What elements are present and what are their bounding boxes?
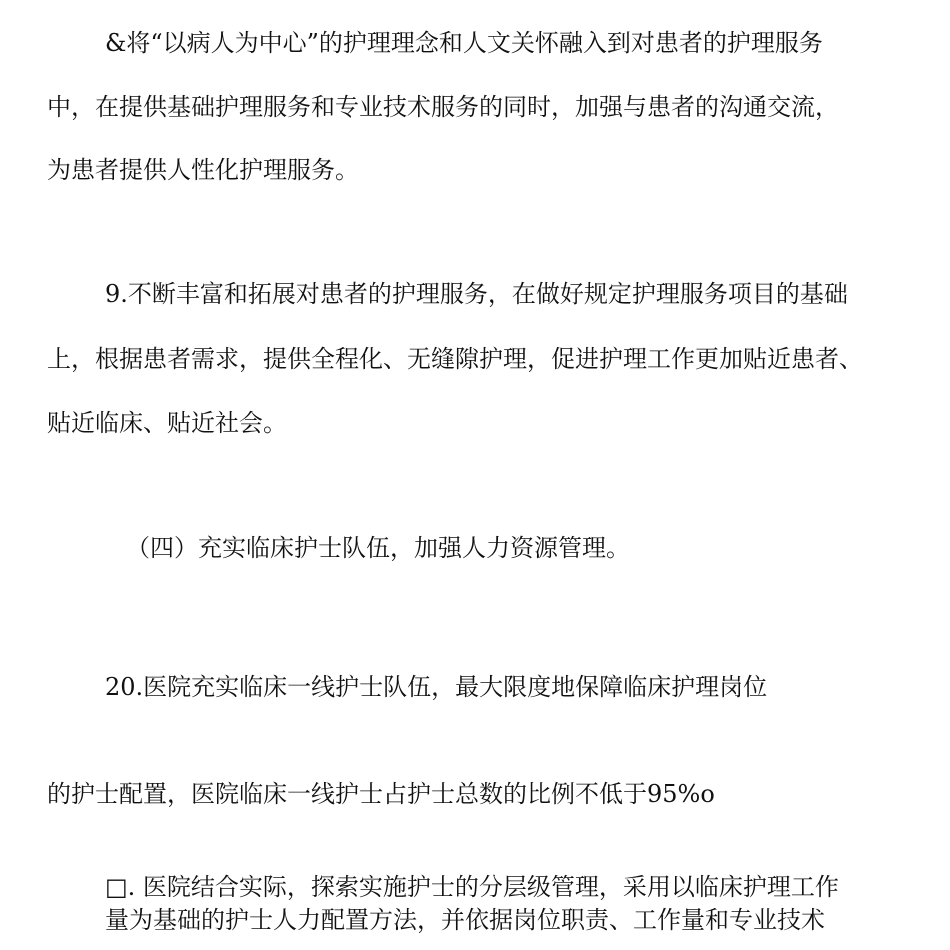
section-heading: （四）充实临床护士队伍，加强人力资源管理。 [126,534,630,562]
paragraph-4-line-2: 量为基础的护士人力配置方法，并依据岗位职责、工作量和专业技术 [105,906,825,934]
paragraph-1-line-1: &将“以病人为中心”的护理理念和人文关怀融入到对患者的护理服务 [105,29,823,57]
paragraph-1-line-2: 中，在提供基础护理服务和专业技术服务的同时，加强与患者的沟通交流， [47,93,839,121]
paragraph-4-line-1: □. 医院结合实际，探索实施护士的分层级管理，采用以临床护理工作 [105,873,839,901]
paragraph-3-line-1: 20.医院充实临床一线护士队伍，最大限度地保障临床护理岗位 [105,673,768,701]
paragraph-2-line-3: 贴近临床、贴近社会。 [47,409,287,437]
paragraph-1-line-3: 为患者提供人性化护理服务。 [47,156,359,184]
paragraph-3-line-2: 的护士配置，医院临床一线护士占护士总数的比例不低于95%o [47,780,715,808]
paragraph-2-line-1: 9.不断丰富和拓展对患者的护理服务，在做好规定护理服务项目的基础 [105,280,848,308]
paragraph-2-line-2: 上，根据患者需求，提供全程化、无缝隙护理，促进护理工作更加贴近患者、 [47,345,863,373]
